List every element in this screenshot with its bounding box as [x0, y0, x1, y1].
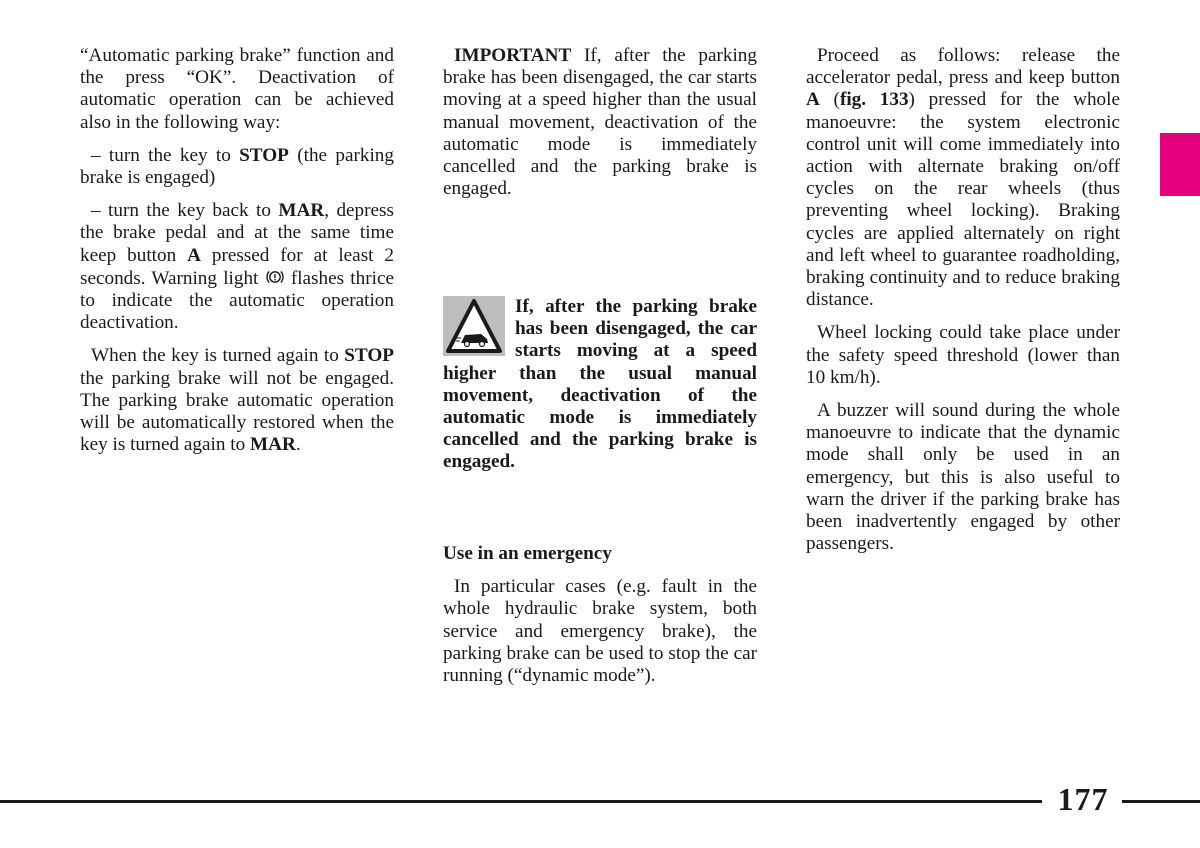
bold-term-stop: STOP	[344, 345, 394, 367]
text-segment: the parking brake will not be engaged. The parking brake automatic operation will be automatically restored when the key is turned again to	[80, 367, 394, 456]
bold-term-button-a: A	[187, 244, 201, 266]
text-segment: Proceed as follows: release the accelerator pedal, press and keep button	[806, 45, 1120, 89]
column-middle	[443, 45, 757, 211]
footer-rule	[1122, 800, 1200, 803]
text-segment: – turn the key to	[91, 144, 240, 166]
paragraph-text: In particular cases (e.g. fault in the whole hydraulic brake system, both service and emergency brake), the parking brake can be used to stop the car running (“dynamic mode”).	[443, 576, 757, 687]
text-segment: When the key is turned again to	[91, 345, 345, 367]
text-segment: (the parking brake is engaged)	[80, 144, 394, 189]
text-segment: , depress the brake pedal and at the same time keep button	[80, 200, 394, 266]
bold-term-mar: MAR	[249, 434, 296, 456]
warning-text: If, after the parking brake has been disengaged, the car starts moving at a speed higher than the usual manual movement, deactivation of the automatic mode is immediately cancelled and the parking brake is engaged.	[443, 296, 757, 473]
section-heading-emergency: Use in an emergency	[443, 543, 612, 564]
text-segment: pressed for at least 2 seconds. Warning light	[80, 244, 394, 289]
column-left	[80, 45, 394, 467]
warning-block	[443, 296, 757, 474]
paragraph-turn-key-stop	[80, 145, 394, 189]
paragraph-key-turned-again	[80, 345, 394, 456]
figure-reference: fig. 133	[839, 89, 909, 111]
footer-rule	[0, 800, 1042, 803]
text-segment: flashes thrice to indicate the automatic operation deactivation.	[80, 267, 394, 334]
bold-term-button-a: A	[806, 89, 820, 111]
important-label: IMPORTANT	[454, 45, 572, 66]
paragraph-turn-key-mar	[80, 200, 394, 334]
paragraph-wheel-locking	[806, 322, 1120, 389]
section-thumb-tab	[1160, 133, 1200, 196]
emergency-section	[443, 543, 757, 698]
bold-term-stop: STOP	[239, 144, 289, 166]
paragraph-text: If, after the parking brake has been disengaged, the car starts moving at a speed higher than the usual manual movement, deactivation of the automatic mode is immediately cancelled and the parking brake is engaged.	[443, 45, 757, 200]
text-segment: .	[295, 434, 301, 456]
paragraph-deactivation-intro	[80, 45, 394, 134]
paragraph-text: A buzzer will sound during the whole manoeuvre to indicate that the dynamic mode shall only be used in an emergency, but this is also useful to warn the driver if the parking brake has been inadvertently engaged by other passengers.	[806, 400, 1120, 555]
text-segment: ) pressed for the whole manoeuvre: the system electronic control unit will come immediately into action with alternate braking on/off cycles on the rear wheels (thus preventing wheel locking). Braking cycles are applied alternately on right and left wheel to guarantee roadholding, braking continuity and to reduce braking distance.	[806, 89, 1120, 311]
column-right	[806, 45, 1120, 566]
paragraph-procedure	[806, 45, 1120, 311]
text-segment: (	[819, 89, 840, 111]
paragraph-text: “Automatic parking brake” function and the press “OK”. Deactivation of automatic operation can be achieved also in the following way:	[80, 45, 394, 133]
paragraph-emergency	[443, 576, 757, 687]
paragraph-important	[443, 45, 757, 200]
parking-brake-warning-icon	[265, 267, 285, 287]
text-segment: – turn the key back to	[91, 200, 279, 222]
warning-triangle-car-icon	[443, 296, 505, 356]
page-number: 177	[1057, 781, 1109, 817]
paragraph-text: Wheel locking could take place under the safety speed threshold (lower than 10 km/h).	[806, 322, 1120, 388]
paragraph-buzzer	[806, 400, 1120, 555]
bold-term-mar: MAR	[278, 200, 325, 222]
